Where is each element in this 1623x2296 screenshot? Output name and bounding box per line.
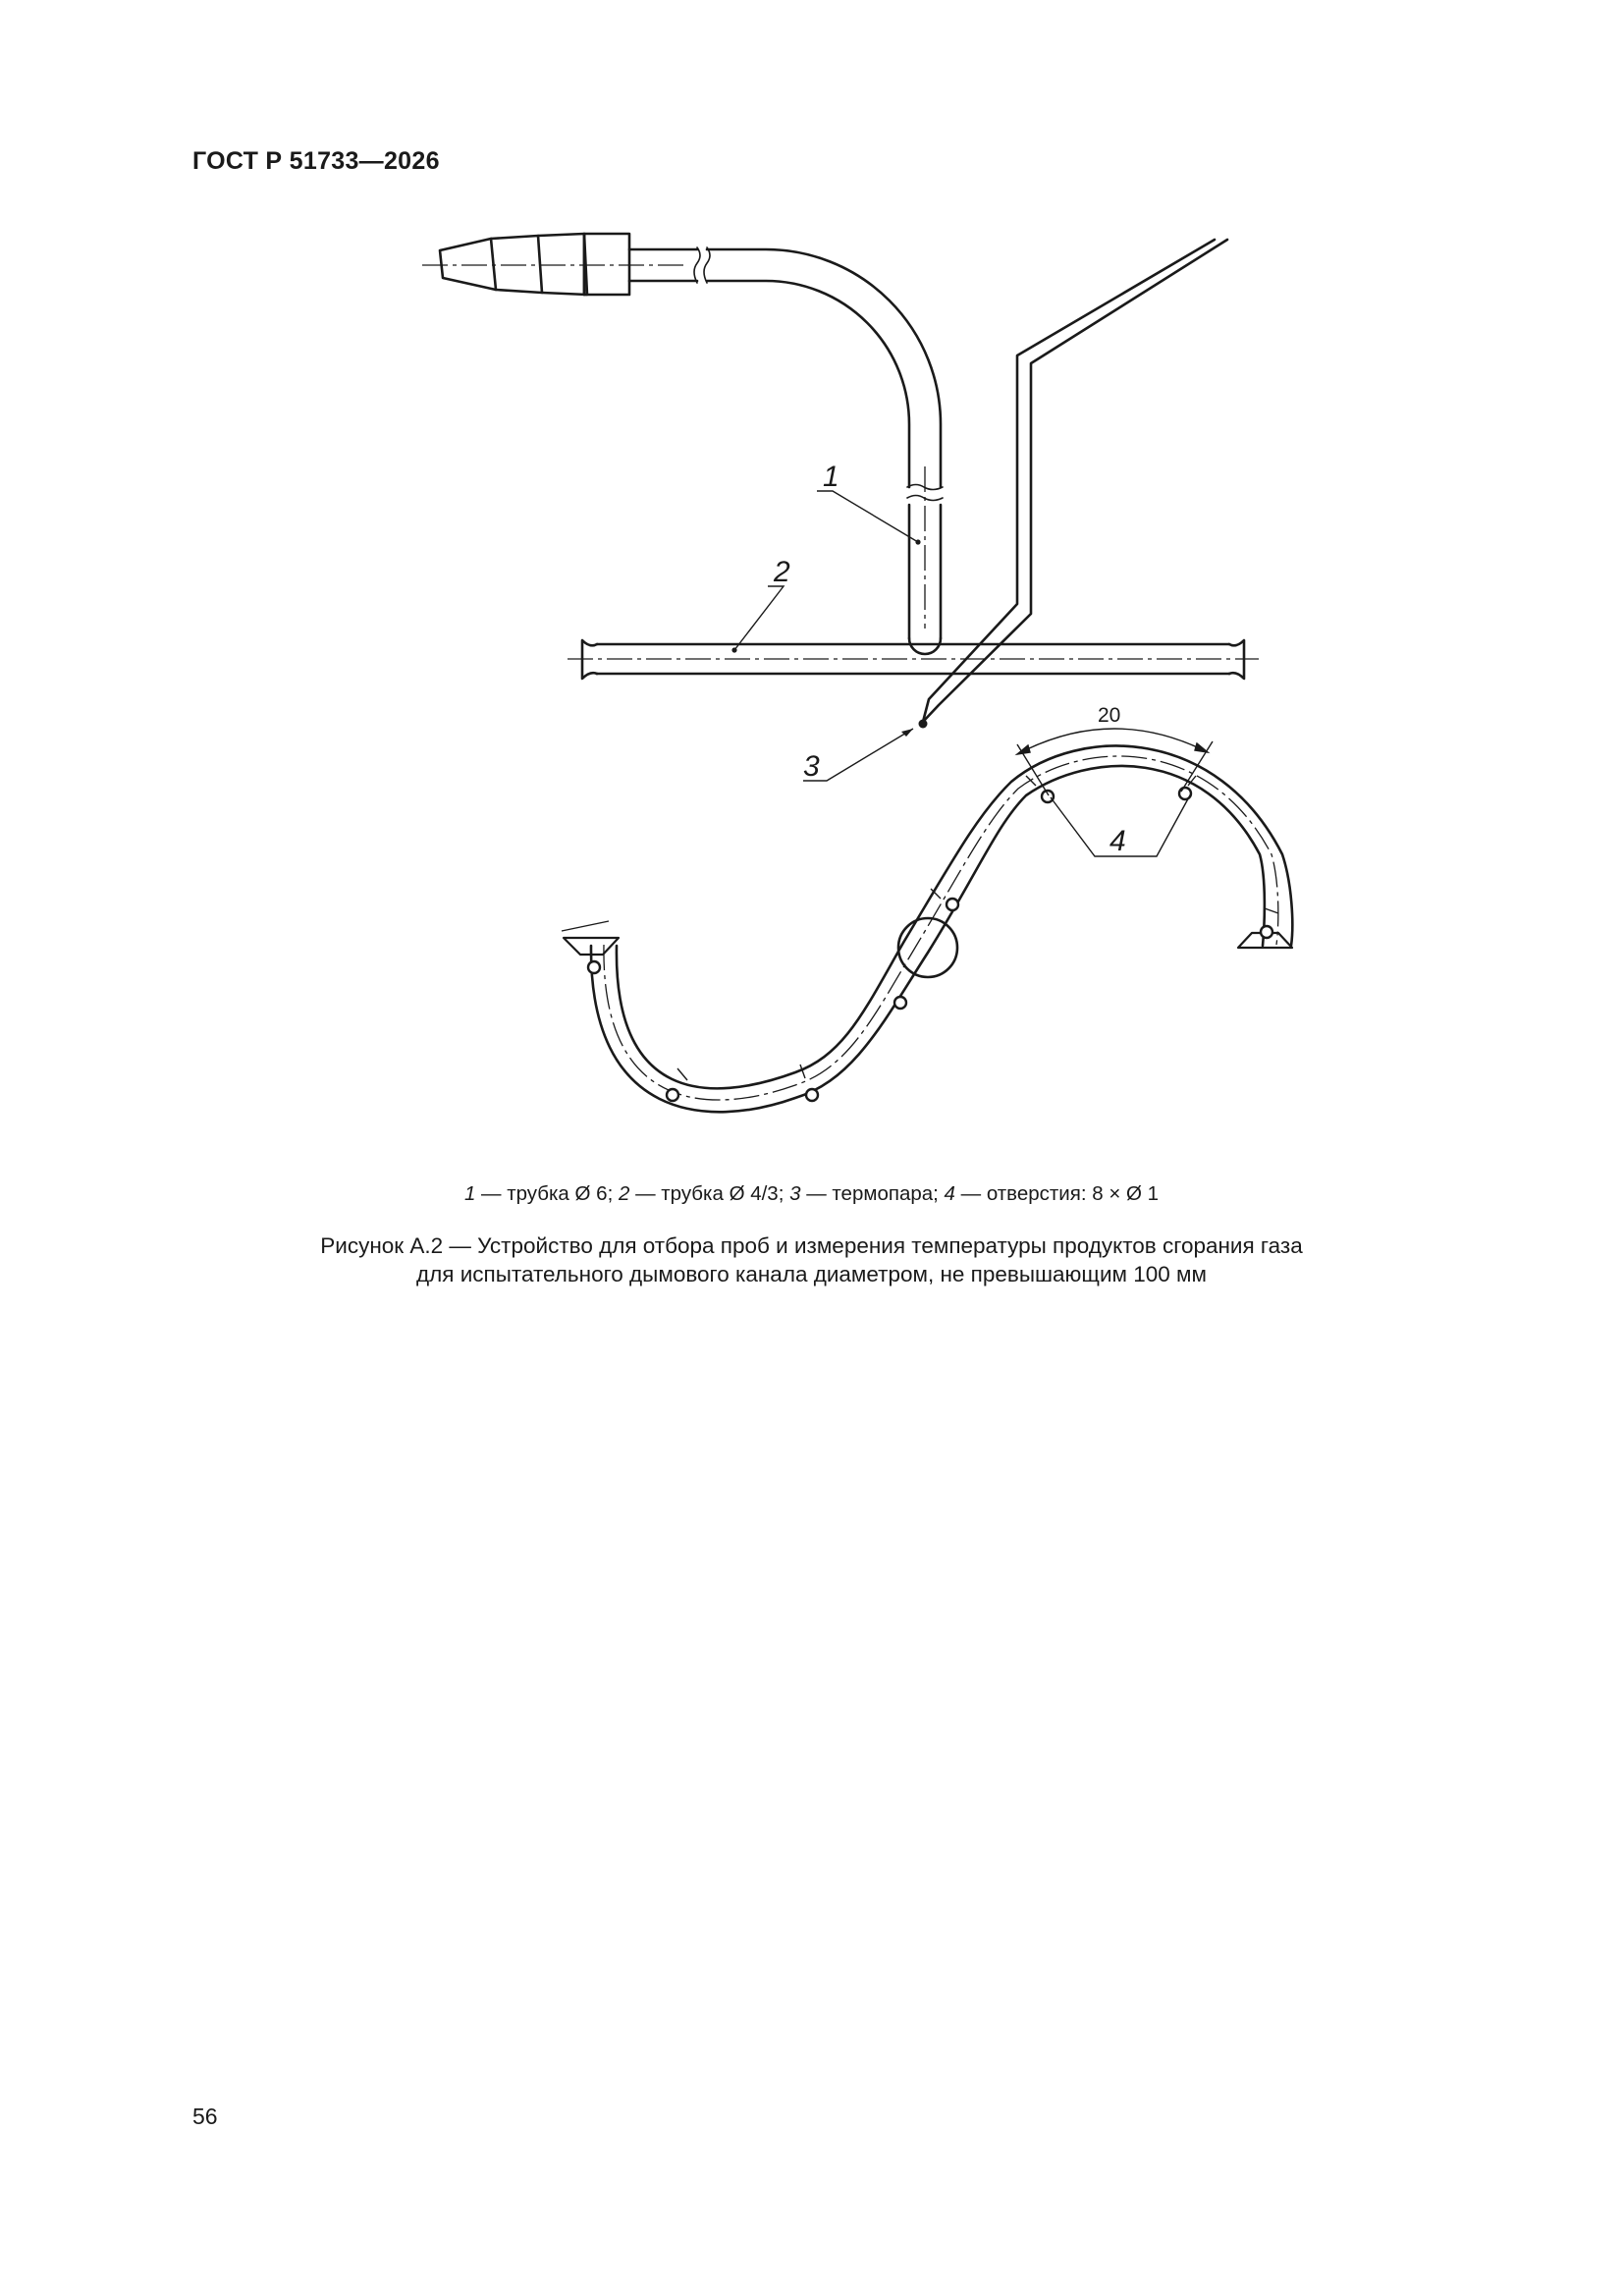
holes [588,788,1272,1101]
thermocouple [923,240,1227,722]
radial-ticks [562,776,1278,1080]
tube-1 [694,247,943,654]
figure-caption [0,1231,1623,1288]
s-shaped-tube [564,746,1292,1113]
dimension-20 [1017,729,1213,795]
hole [806,1089,818,1101]
figure-caption-line-1: Рисунок А.2 — Устройство для отбора проб и измерения температуры продуктов сгорания газа [320,1233,1303,1258]
callout-1: 1 [823,461,839,493]
legend-text-2: — трубка Ø 4/3; [629,1182,790,1205]
hole [667,1089,678,1101]
hole [1042,791,1054,802]
hole [588,961,600,973]
legend-num-1: 1 [463,1182,476,1205]
s-tube-centerline [604,756,1278,1100]
figure-legend [0,1182,1623,1206]
figure-caption-line-2: для испытательного дымового канала диаметром, не превышающим 100 мм [416,1262,1207,1286]
callout-2: 2 [774,556,790,588]
legend-text-1: — трубка Ø 6; [475,1182,619,1205]
document-header: ГОСТ Р 51733—2026 [192,147,440,175]
leader-1 [817,491,918,542]
legend-num-2: 2 [618,1182,630,1205]
hose-connector [440,234,697,295]
callout-4: 4 [1109,825,1126,857]
hole [894,997,906,1009]
dimension-20-label: 20 [1098,704,1121,727]
legend-num-3: 3 [789,1182,801,1205]
hole [947,899,958,910]
hole [1261,926,1272,938]
leader-3 [803,729,913,781]
leader-2 [734,586,784,650]
legend-text-4: — отверстия: 8 × Ø 1 [954,1182,1160,1205]
junction-circle [898,918,957,977]
page-number: 56 [192,2104,218,2129]
callout-3: 3 [803,750,820,783]
legend-text-3: — термопара; [800,1182,945,1205]
legend-num-4: 4 [944,1182,955,1205]
